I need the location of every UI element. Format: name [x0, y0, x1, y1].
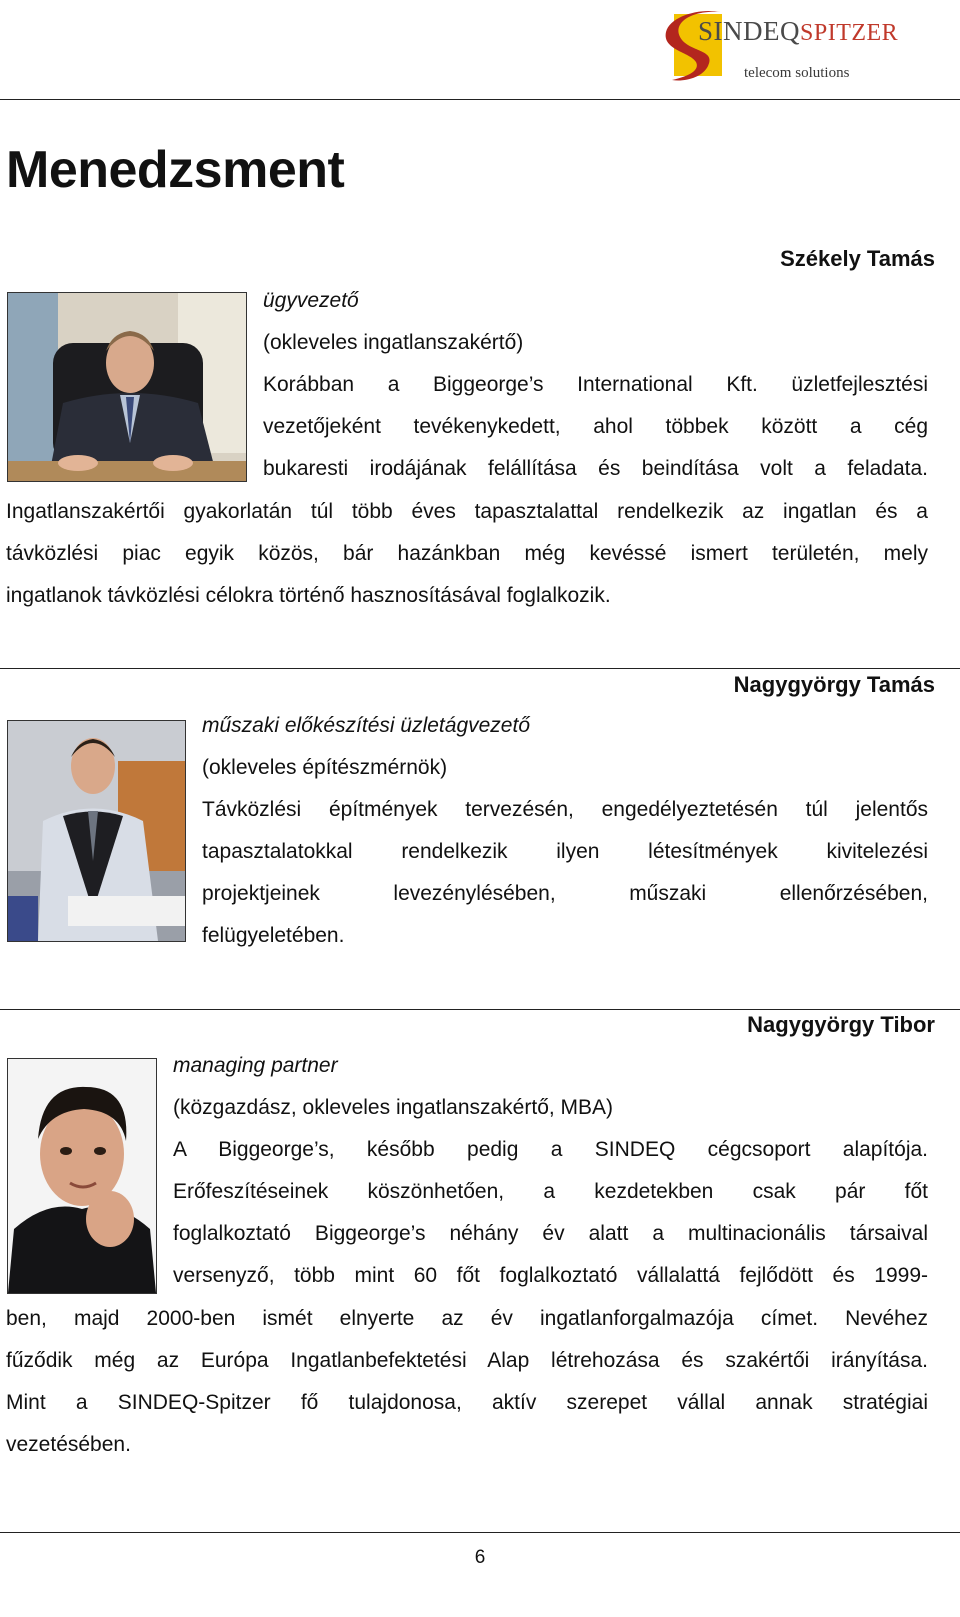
logo-tagline: telecom solutions [744, 65, 850, 81]
bio-line: foglalkoztató Biggeorge’s néhány év alatt a multinacionális társaival [173, 1222, 928, 1245]
bio-line: Távközlési építmények tervezésén, engedélyeztetésén túl jelentős [202, 798, 928, 821]
person-qualification: (okleveles ingatlanszakértő) [263, 331, 524, 354]
person-role: műszaki előkészítési üzletágvezető [202, 714, 530, 737]
logo-brand-primary: SINDEQ [698, 16, 800, 46]
person-name: Székely Tamás [780, 246, 935, 271]
person-name: Nagygyörgy Tamás [733, 672, 935, 697]
bio-line: projektjeinek levezénylésében, műszaki ellenőrzésében, [202, 882, 928, 905]
bio-line: bukaresti irodájának felállítása és beindítása volt a feladata. [263, 457, 928, 480]
logo-brand-secondary: SPITZER [800, 20, 899, 46]
section-divider [0, 668, 960, 669]
company-logo [660, 6, 950, 90]
bio-line: felügyeletében. [202, 924, 345, 947]
person-name: Nagygyörgy Tibor [747, 1012, 935, 1037]
person-photo [7, 720, 186, 942]
footer-divider [0, 1532, 960, 1533]
bio-line: vezetésében. [6, 1433, 131, 1456]
bio-line: versenyző, több mint 60 főt foglalkoztató vállalattá fejlődött és 1999- [173, 1264, 928, 1287]
header-divider [0, 99, 960, 100]
page-number: 6 [474, 1547, 486, 1568]
logo-brand [698, 16, 898, 47]
page-title: Menedzsment [6, 141, 345, 199]
section-divider [0, 1009, 960, 1010]
person-qualification: (okleveles építészmérnök) [202, 756, 448, 779]
person-photo [7, 292, 247, 482]
bio-line: Ingatlanszakértői gyakorlatán túl több éves tapasztalattal rendelkezik az ingatlan és a [6, 500, 928, 523]
person-role: managing partner [173, 1054, 338, 1077]
bio-line: fűződik még az Európa Ingatlanbefektetési Alap létrehozása és szakértői irányítása. [6, 1349, 928, 1372]
bio-line: ingatlanok távközlési célokra történő hasznosításával foglalkozik. [6, 584, 611, 607]
bio-line: A Biggeorge’s, később pedig a SINDEQ cégcsoport alapítója. [173, 1138, 928, 1161]
bio-line: vezetőjeként tevékenykedett, ahol többek között a cég [263, 415, 928, 438]
bio-line: Mint a SINDEQ-Spitzer fő tulajdonosa, aktív szerepet vállal annak stratégiai [6, 1391, 928, 1414]
person-photo [7, 1058, 157, 1294]
bio-line: ben, majd 2000-ben ismét elnyerte az év ingatlanforgalmazója címet. Nevéhez [6, 1307, 928, 1330]
person-role: ügyvezető [263, 289, 359, 312]
bio-line: Erőfeszítéseinek köszönhetően, a kezdetekben csak pár főt [173, 1180, 928, 1203]
bio-line: távközlési piac egyik közös, bár hazánkban még kevéssé ismert területén, mely [6, 542, 928, 565]
bio-line: tapasztalatokkal rendelkezik ilyen létesítmények kivitelezési [202, 840, 928, 863]
bio-line: Korábban a Biggeorge’s International Kft. üzletfejlesztési [263, 373, 928, 396]
person-qualification: (közgazdász, okleveles ingatlanszakértő, MBA) [173, 1096, 614, 1119]
